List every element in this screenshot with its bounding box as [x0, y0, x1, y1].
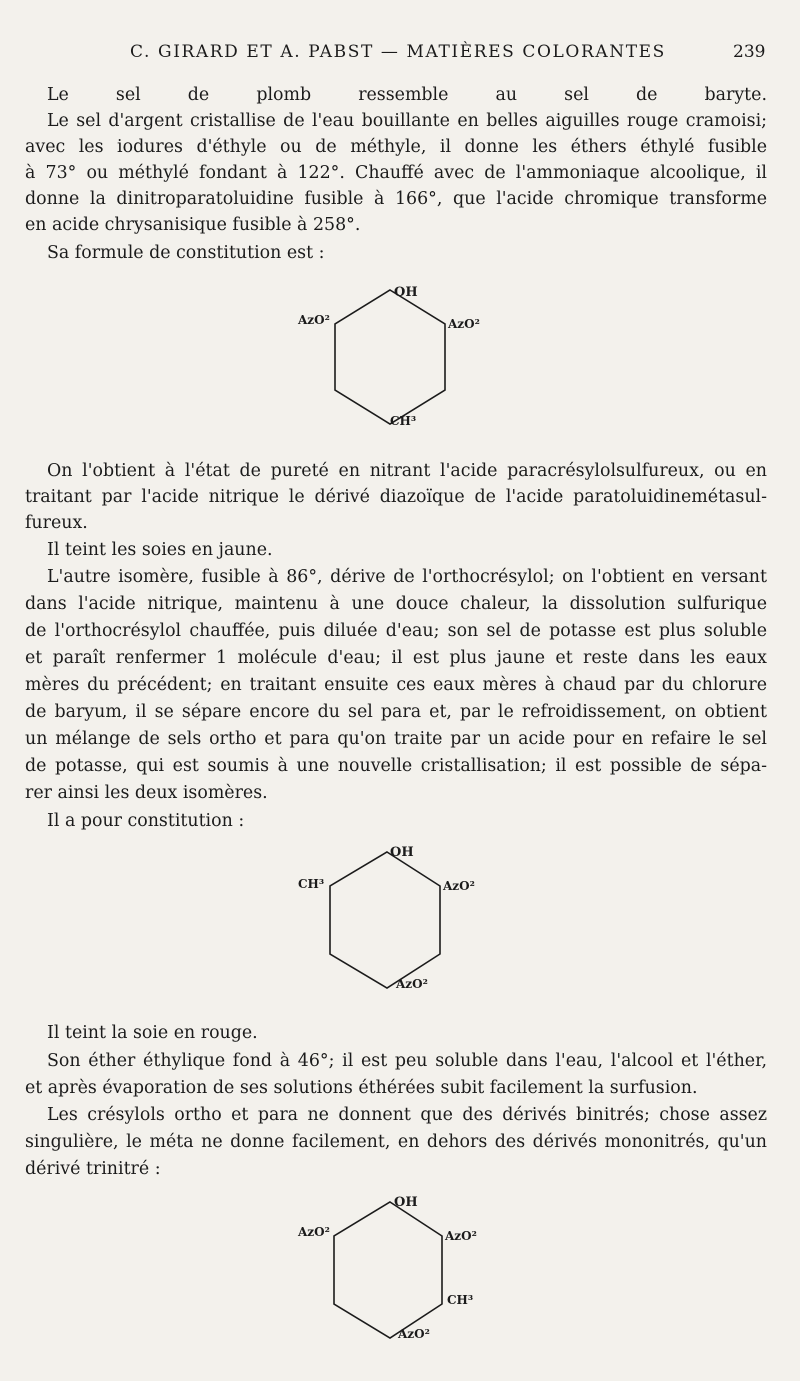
text-line: Sa formule de constitution est : [47, 243, 325, 263]
substituent-upper-left: AzO² [298, 1225, 330, 1239]
substituent-upper-right: AzO² [448, 317, 480, 331]
substituent-upper-right: AzO² [445, 1229, 477, 1243]
running-title: C. GIRARD ET A. PABST — MATIÈRES COLORANTES [130, 42, 666, 62]
text-line: en acide chrysanisique fusible à 258°. [25, 215, 361, 235]
text-line: Les crésylols ortho et para ne donnent que des dérivés binitrés; chose assez [47, 1105, 767, 1125]
text-line: donne la dinitroparatoluidine fusible à 166°, que l'acide chromique transforme [25, 189, 767, 209]
structural-formula-3 [290, 1188, 510, 1352]
benzene-ring-diagram [290, 1188, 510, 1348]
page-header [0, 40, 800, 70]
text-line: singulière, le méta ne donne facilement, en dehors des dérivés mononitrés, qu'un [25, 1132, 767, 1152]
substituent-top: OH [390, 845, 414, 860]
text-line: Le sel d'argent cristallise de l'eau bouillante en belles aiguilles rouge cramoisi; [47, 111, 767, 131]
substituent-bottom: AzO² [398, 1327, 430, 1341]
text-line: Le sel de plomb ressemble au sel de baryte. [47, 85, 767, 105]
page-number: 239 [733, 42, 766, 62]
text-line: L'autre isomère, fusible à 86°, dérive de l'orthocrésylol; on l'obtient en versant [47, 567, 767, 587]
text-line: dans l'acide nitrique, maintenu à une douce chaleur, la dissolution sulfurique [25, 594, 767, 614]
text-line: Son éther éthylique fond à 46°; il est peu soluble dans l'eau, l'alcool et l'éther, [47, 1051, 767, 1071]
substituent-top: OH [394, 1195, 418, 1210]
benzene-ring-diagram [290, 280, 510, 430]
benzene-ring-diagram [290, 838, 510, 996]
text-line: un mélange de sels ortho et para qu'on traite par un acide pour en refaire le sel [25, 729, 767, 749]
text-line: avec les iodures d'éthyle ou de méthyle, il donne les éthers éthylé fusible [25, 137, 767, 157]
text-line: et paraît renfermer 1 molécule d'eau; il est plus jaune et reste dans les eaux [25, 648, 767, 668]
text-line: fureux. [25, 513, 88, 533]
substituent-top: OH [394, 285, 418, 300]
text-line: Il teint les soies en jaune. [47, 540, 273, 560]
substituent-upper-left: CH³ [298, 877, 325, 891]
text-line: traitant par l'acide nitrique le dérivé diazoïque de l'acide paratoluidinemétasul- [25, 487, 767, 507]
structural-formula-1 [290, 280, 510, 434]
text-line: On l'obtient à l'état de pureté en nitrant l'acide paracrésylolsulfureux, ou en [47, 461, 767, 481]
text-line: Il teint la soie en rouge. [47, 1023, 258, 1043]
substituent-lower-right: CH³ [447, 1293, 474, 1307]
text-line: Il a pour constitution : [47, 811, 245, 831]
text-line: de l'orthocrésylol chauffée, puis diluée d'eau; son sel de potasse est plus soluble [25, 621, 767, 641]
text-line: dérivé trinitré : [25, 1159, 161, 1179]
substituent-upper-right: AzO² [443, 879, 475, 893]
text-line: mères du précédent; en traitant ensuite ces eaux mères à chaud par du chlorure [25, 675, 767, 695]
text-line: de baryum, il se sépare encore du sel para et, par le refroidissement, on obtient [25, 702, 767, 722]
text-line: rer ainsi les deux isomères. [25, 783, 268, 803]
text-line: et après évaporation de ses solutions éthérées subit facilement la surfusion. [25, 1078, 698, 1098]
substituent-bottom: CH³ [390, 414, 417, 428]
text-line: à 73° ou méthylé fondant à 122°. Chauffé avec de l'ammoniaque alcoolique, il [25, 163, 767, 183]
text-line: de potasse, qui est soumis à une nouvelle cristallisation; il est possible de sépa- [25, 756, 767, 776]
substituent-upper-left: AzO² [298, 313, 330, 327]
substituent-bottom: AzO² [396, 977, 428, 991]
structural-formula-2 [290, 838, 510, 1000]
